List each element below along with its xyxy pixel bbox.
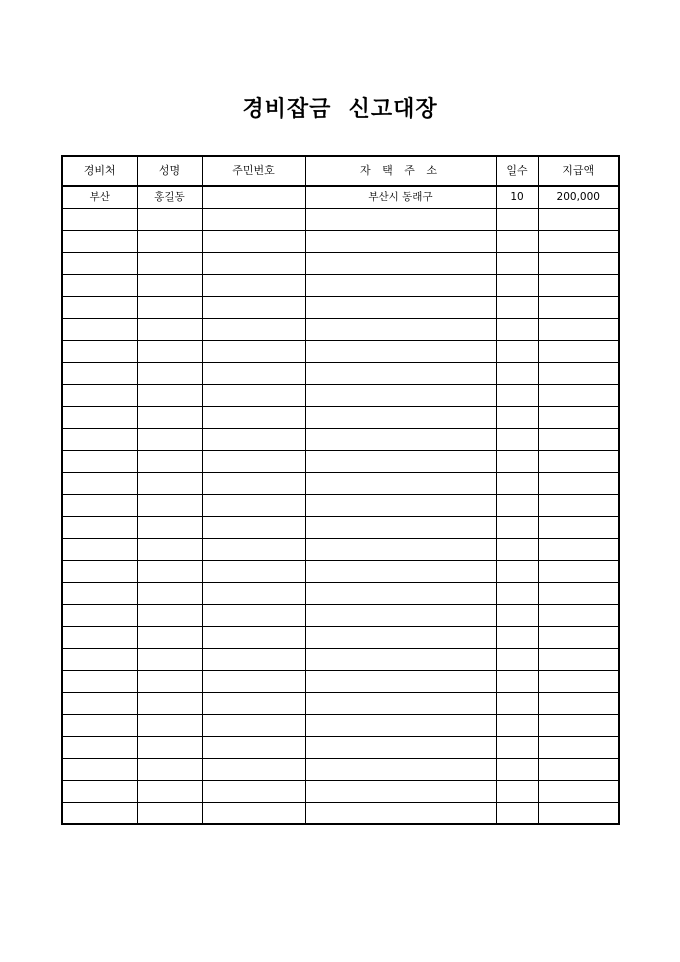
cell-payment-amount xyxy=(538,802,619,824)
cell-resident-number xyxy=(202,538,305,560)
cell-payment-amount xyxy=(538,472,619,494)
cell-expense-place xyxy=(62,450,137,472)
cell-days xyxy=(496,450,538,472)
cell-resident-number xyxy=(202,714,305,736)
header-home-address: 자 택 주 소 xyxy=(305,156,496,186)
cell-payment-amount xyxy=(538,516,619,538)
cell-payment-amount xyxy=(538,670,619,692)
cell-days xyxy=(496,252,538,274)
cell-name xyxy=(137,252,202,274)
table-body xyxy=(62,186,619,824)
cell-payment-amount xyxy=(538,318,619,340)
cell-name xyxy=(137,802,202,824)
cell-days xyxy=(496,274,538,296)
cell-expense-place xyxy=(62,714,137,736)
cell-name xyxy=(137,604,202,626)
table-row-blank xyxy=(62,538,619,560)
cell-resident-number xyxy=(202,582,305,604)
cell-payment-amount xyxy=(538,252,619,274)
cell-resident-number xyxy=(202,230,305,252)
table-row-blank xyxy=(62,296,619,318)
cell-payment-amount xyxy=(538,450,619,472)
cell-expense-place xyxy=(62,428,137,450)
cell-payment-amount xyxy=(538,230,619,252)
cell-days xyxy=(496,362,538,384)
cell-resident-number xyxy=(202,274,305,296)
header-row xyxy=(62,156,619,186)
cell-home-address xyxy=(305,340,496,362)
table-row-blank xyxy=(62,208,619,230)
table-header xyxy=(62,156,619,186)
cell-resident-number xyxy=(202,670,305,692)
table-row-blank xyxy=(62,274,619,296)
table-row-blank xyxy=(62,318,619,340)
cell-resident-number xyxy=(202,494,305,516)
cell-days xyxy=(496,406,538,428)
cell-resident-number xyxy=(202,362,305,384)
cell-home-address xyxy=(305,692,496,714)
cell-payment-amount xyxy=(538,406,619,428)
cell-name xyxy=(137,758,202,780)
cell-days xyxy=(496,384,538,406)
cell-expense-place xyxy=(62,626,137,648)
cell-expense-place xyxy=(62,472,137,494)
cell-days xyxy=(496,582,538,604)
cell-days xyxy=(496,538,538,560)
cell-name xyxy=(137,538,202,560)
cell-expense-place xyxy=(62,230,137,252)
cell-home-address: 부산시 동래구 xyxy=(305,186,496,208)
cell-home-address xyxy=(305,516,496,538)
cell-resident-number xyxy=(202,648,305,670)
cell-expense-place xyxy=(62,252,137,274)
cell-expense-place xyxy=(62,384,137,406)
cell-payment-amount xyxy=(538,274,619,296)
cell-name xyxy=(137,648,202,670)
header-expense-place: 경비처 xyxy=(62,156,137,186)
cell-days xyxy=(496,802,538,824)
cell-resident-number xyxy=(202,428,305,450)
cell-home-address xyxy=(305,582,496,604)
cell-home-address xyxy=(305,670,496,692)
cell-resident-number xyxy=(202,560,305,582)
cell-payment-amount xyxy=(538,428,619,450)
cell-expense-place xyxy=(62,758,137,780)
table-row-blank xyxy=(62,736,619,758)
table-row-blank xyxy=(62,252,619,274)
cell-days xyxy=(496,692,538,714)
cell-expense-place xyxy=(62,340,137,362)
cell-resident-number xyxy=(202,318,305,340)
cell-days xyxy=(496,340,538,362)
cell-payment-amount xyxy=(538,340,619,362)
cell-name xyxy=(137,494,202,516)
cell-home-address xyxy=(305,450,496,472)
cell-resident-number xyxy=(202,604,305,626)
cell-name xyxy=(137,582,202,604)
cell-name xyxy=(137,626,202,648)
cell-home-address xyxy=(305,428,496,450)
cell-days xyxy=(496,318,538,340)
cell-resident-number xyxy=(202,450,305,472)
header-payment-amount: 지급액 xyxy=(538,156,619,186)
cell-home-address xyxy=(305,274,496,296)
cell-home-address xyxy=(305,208,496,230)
table-row-blank xyxy=(62,780,619,802)
cell-days xyxy=(496,494,538,516)
cell-payment-amount xyxy=(538,560,619,582)
cell-expense-place xyxy=(62,208,137,230)
cell-resident-number xyxy=(202,516,305,538)
table-row-blank xyxy=(62,406,619,428)
cell-name xyxy=(137,406,202,428)
cell-name xyxy=(137,428,202,450)
cell-days xyxy=(496,626,538,648)
cell-name xyxy=(137,274,202,296)
cell-payment-amount: 200,000 xyxy=(538,186,619,208)
cell-home-address xyxy=(305,802,496,824)
cell-days xyxy=(496,780,538,802)
table-row-blank xyxy=(62,582,619,604)
cell-home-address xyxy=(305,230,496,252)
cell-home-address xyxy=(305,560,496,582)
cell-name xyxy=(137,230,202,252)
cell-resident-number xyxy=(202,472,305,494)
header-days: 일수 xyxy=(496,156,538,186)
cell-payment-amount xyxy=(538,384,619,406)
cell-home-address xyxy=(305,648,496,670)
cell-name xyxy=(137,516,202,538)
cell-expense-place xyxy=(62,318,137,340)
cell-expense-place xyxy=(62,406,137,428)
table-row-blank xyxy=(62,802,619,824)
cell-days xyxy=(496,648,538,670)
cell-home-address xyxy=(305,472,496,494)
cell-resident-number xyxy=(202,780,305,802)
cell-days xyxy=(496,736,538,758)
cell-home-address xyxy=(305,714,496,736)
cell-name xyxy=(137,472,202,494)
cell-days xyxy=(496,560,538,582)
cell-resident-number xyxy=(202,186,305,208)
cell-expense-place xyxy=(62,494,137,516)
cell-name xyxy=(137,736,202,758)
table-row xyxy=(62,186,619,208)
cell-payment-amount xyxy=(538,648,619,670)
cell-payment-amount xyxy=(538,714,619,736)
cell-expense-place xyxy=(62,604,137,626)
cell-payment-amount xyxy=(538,582,619,604)
table-row-blank xyxy=(62,428,619,450)
cell-expense-place xyxy=(62,274,137,296)
table-row-blank xyxy=(62,362,619,384)
cell-payment-amount xyxy=(538,296,619,318)
table-row-blank xyxy=(62,340,619,362)
table-row-blank xyxy=(62,714,619,736)
cell-days xyxy=(496,472,538,494)
cell-resident-number xyxy=(202,692,305,714)
cell-expense-place xyxy=(62,736,137,758)
cell-name xyxy=(137,450,202,472)
cell-days xyxy=(496,670,538,692)
cell-name xyxy=(137,362,202,384)
table-row-blank xyxy=(62,626,619,648)
cell-resident-number xyxy=(202,758,305,780)
cell-name xyxy=(137,714,202,736)
cell-expense-place: 부산 xyxy=(62,186,137,208)
cell-days xyxy=(496,604,538,626)
table-row-blank xyxy=(62,758,619,780)
cell-home-address xyxy=(305,494,496,516)
table-row-blank xyxy=(62,494,619,516)
cell-payment-amount xyxy=(538,692,619,714)
cell-home-address xyxy=(305,736,496,758)
cell-resident-number xyxy=(202,384,305,406)
cell-name xyxy=(137,296,202,318)
cell-name xyxy=(137,208,202,230)
cell-home-address xyxy=(305,384,496,406)
cell-expense-place xyxy=(62,538,137,560)
cell-payment-amount xyxy=(538,626,619,648)
cell-name xyxy=(137,560,202,582)
cell-resident-number xyxy=(202,208,305,230)
cell-payment-amount xyxy=(538,780,619,802)
cell-resident-number xyxy=(202,736,305,758)
cell-resident-number xyxy=(202,406,305,428)
cell-days xyxy=(496,428,538,450)
cell-home-address xyxy=(305,362,496,384)
cell-payment-amount xyxy=(538,208,619,230)
cell-home-address xyxy=(305,758,496,780)
cell-home-address xyxy=(305,406,496,428)
cell-days: 10 xyxy=(496,186,538,208)
cell-home-address xyxy=(305,780,496,802)
table-row-blank xyxy=(62,516,619,538)
table-row-blank xyxy=(62,604,619,626)
cell-resident-number xyxy=(202,802,305,824)
table-row-blank xyxy=(62,648,619,670)
table-row-blank xyxy=(62,230,619,252)
cell-expense-place xyxy=(62,516,137,538)
table-row-blank xyxy=(62,560,619,582)
cell-name xyxy=(137,340,202,362)
cell-payment-amount xyxy=(538,604,619,626)
cell-name xyxy=(137,384,202,406)
cell-payment-amount xyxy=(538,538,619,560)
cell-expense-place xyxy=(62,362,137,384)
cell-home-address xyxy=(305,296,496,318)
cell-home-address xyxy=(305,252,496,274)
cell-expense-place xyxy=(62,692,137,714)
cell-days xyxy=(496,714,538,736)
cell-expense-place xyxy=(62,296,137,318)
table-row-blank xyxy=(62,450,619,472)
cell-payment-amount xyxy=(538,362,619,384)
cell-expense-place xyxy=(62,780,137,802)
register-table xyxy=(61,155,620,825)
table-row-blank xyxy=(62,670,619,692)
header-resident-number: 주민번호 xyxy=(202,156,305,186)
document-title: 경비잡금 신고대장 xyxy=(242,97,438,122)
cell-days xyxy=(496,758,538,780)
cell-name: 홍길동 xyxy=(137,186,202,208)
table-row-blank xyxy=(62,472,619,494)
cell-resident-number xyxy=(202,252,305,274)
cell-home-address xyxy=(305,626,496,648)
table-row-blank xyxy=(62,384,619,406)
cell-resident-number xyxy=(202,340,305,362)
table-row-blank xyxy=(62,692,619,714)
cell-payment-amount xyxy=(538,494,619,516)
cell-days xyxy=(496,208,538,230)
cell-payment-amount xyxy=(538,758,619,780)
cell-expense-place xyxy=(62,648,137,670)
cell-home-address xyxy=(305,318,496,340)
cell-name xyxy=(137,692,202,714)
cell-home-address xyxy=(305,538,496,560)
cell-name xyxy=(137,670,202,692)
cell-resident-number xyxy=(202,626,305,648)
cell-days xyxy=(496,296,538,318)
cell-days xyxy=(496,516,538,538)
cell-name xyxy=(137,780,202,802)
header-name: 성명 xyxy=(137,156,202,186)
cell-expense-place xyxy=(62,582,137,604)
cell-expense-place xyxy=(62,670,137,692)
cell-name xyxy=(137,318,202,340)
cell-expense-place xyxy=(62,802,137,824)
cell-home-address xyxy=(305,604,496,626)
cell-resident-number xyxy=(202,296,305,318)
cell-payment-amount xyxy=(538,736,619,758)
cell-expense-place xyxy=(62,560,137,582)
cell-days xyxy=(496,230,538,252)
